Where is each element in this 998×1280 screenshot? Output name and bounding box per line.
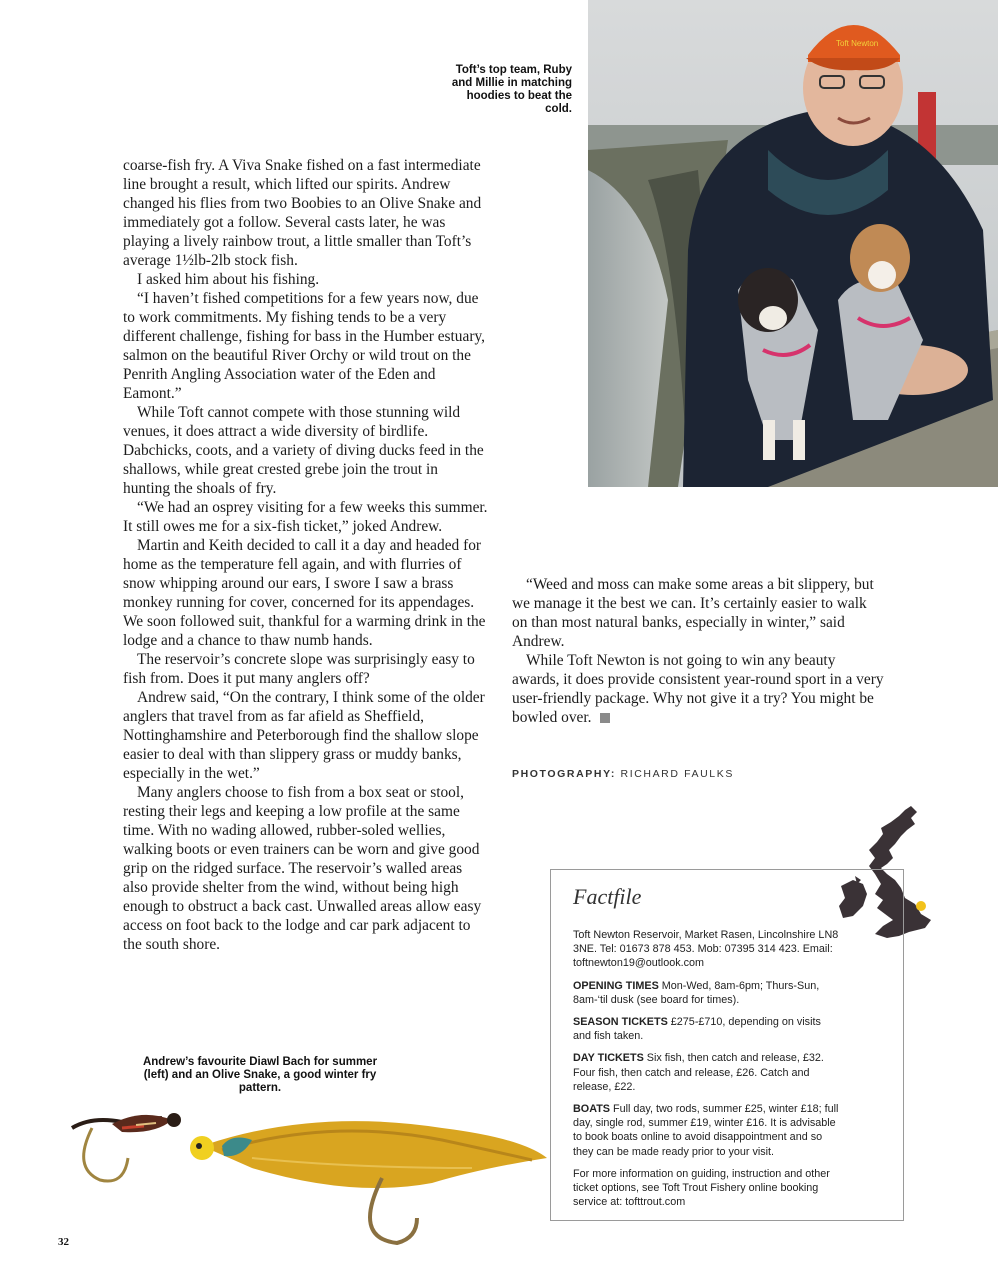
paragraph: Andrew said, “On the contrary, I think some of the older anglers that travel from as far afield as Sheffield, Nottinghamshire and Peterborough find the shallow slope easier to deal with than slippery grass or muddy banks, especially in the wet.” (123, 689, 485, 782)
paragraph-text: While Toft Newton is not going to win any beauty awards, it does provide consistent year-round sport in a very user-friendly package. Why not give it a try? You might be bowled over. (512, 652, 884, 726)
paragraph: “Weed and moss can make some areas a bit slippery, but we manage it the best we can. It’s certainly easier to walk on than most natural banks, especially in winter,” said Andrew. (512, 576, 874, 650)
factfile-body (573, 928, 841, 1217)
paragraph: While Toft cannot compete with those stunning wild venues, it does attract a wide diversity of birdlife. Dabchicks, coots, and a variety of diving ducks feed in the shallows, while great crested grebe join the trout in hunting the shoals of fry. (123, 404, 484, 497)
label: SEASON TICKETS (573, 1016, 668, 1029)
paragraph: Martin and Keith decided to call it a day and headed for home as the temperature fell again, and with flurries of snow whipping around our ears, I swore I saw a brass monkey running for cover, concerned for its appendages. We soon followed suit, thankful for a warming drink in the lodge and a chance to thaw numb hands. (123, 537, 486, 649)
factfile-season-tickets (573, 1015, 841, 1043)
factfile-day-tickets (573, 1051, 841, 1094)
photo-caption-top: Toft’s top team, Ruby and Millie in matching hoodies to beat the cold. (451, 64, 572, 115)
label: BOATS (573, 1103, 610, 1116)
factfile-title: Factfile (573, 884, 642, 909)
cap-logo-text: Toft Newton (836, 39, 879, 48)
credit-name: RICHARD FAULKS (620, 768, 734, 780)
paragraph: Many anglers choose to fish from a box seat or stool, resting their legs and keeping a low profile at the same time. With no wading allowed, rubber-soled wellies, walking boots or even trainers can be worn and give good grip on the ridged surface. The reservoir’s walled areas also provide shelter from the wind, without being high enough to obstruct a back cast. Unwalled areas allow easy access on foot back to the lodge and car park adjacent to the south shore. (123, 784, 482, 953)
factfile-box (550, 869, 904, 1221)
factfile-address: Toft Newton Reservoir, Market Rasen, Lincolnshire LN8 3NE. Tel: 01673 878 453. Mob: 07395 314 423. Email: toftnewton19@outlook.com (573, 929, 839, 970)
paragraph: coarse-fish fry. A Viva Snake fished on a fast intermediate line brought a result, which lifted our spirits. Andrew changed his flies from two Boobies to an Olive Snake and immediately got a follow. Several casts later, he was playing a lively rainbow trout, a little smaller than Toft’s average 1½lb-2lb stock fish. (123, 157, 482, 269)
flies-photo (52, 1098, 552, 1248)
page-number: 32 (58, 1236, 69, 1248)
angler-dogs-photo (588, 0, 998, 487)
value: Full day, two rods, summer £25, winter £18; full day, single rod, summer £19, winter £16. It is advisable to book boats online to avoid disappointment and so they can be made ready prior to your visit. (573, 1103, 839, 1158)
value: £275-£710, depending on visits and fish taken. (573, 1016, 821, 1043)
label: OPENING TIMES (573, 979, 659, 992)
credit-label: PHOTOGRAPHY: (512, 768, 616, 780)
value: Mon-Wed, 8am-6pm; Thurs-Sun, 8am-‘til dusk (see board for times). (573, 979, 820, 1006)
value: Six fish, then catch and release, £32. Four fish, then catch and release, £26. Catch and release, £22. (573, 1052, 824, 1093)
paragraph: “I haven’t fished competitions for a few years now, due to work commitments. My fishing tends to be a very different challenge, fishing for bass in the Humber estuary, salmon on the beautiful River Orchy or wild trout on the Penrith Angling Association water of the Eden and Eamont.” (123, 290, 485, 402)
factfile-opening-times (573, 979, 841, 1007)
article-left-column (123, 156, 488, 954)
label: DAY TICKETS (573, 1052, 644, 1065)
factfile-more-info: For more information on guiding, instruction and other ticket options, see Toft Trout Fishery online booking service at: tofttrout.com (573, 1167, 830, 1209)
flies-caption: Andrew’s favourite Diawl Bach for summer (left) and an Olive Snake, a good winter fry pattern. (142, 1056, 378, 1094)
paragraph: I asked him about his fishing. (137, 271, 320, 288)
end-mark-icon (600, 713, 610, 723)
paragraph: The reservoir’s concrete slope was surprisingly easy to fish from. Does it put many anglers off? (123, 651, 475, 687)
article-right-column (512, 575, 884, 727)
photography-credit (512, 768, 734, 780)
paragraph (512, 651, 884, 727)
paragraph: “We had an osprey visiting for a few weeks this summer. It still owes me for a six-fish ticket,” joked Andrew. (123, 499, 488, 535)
factfile-boats (573, 1102, 841, 1159)
location-marker-icon (916, 901, 926, 911)
